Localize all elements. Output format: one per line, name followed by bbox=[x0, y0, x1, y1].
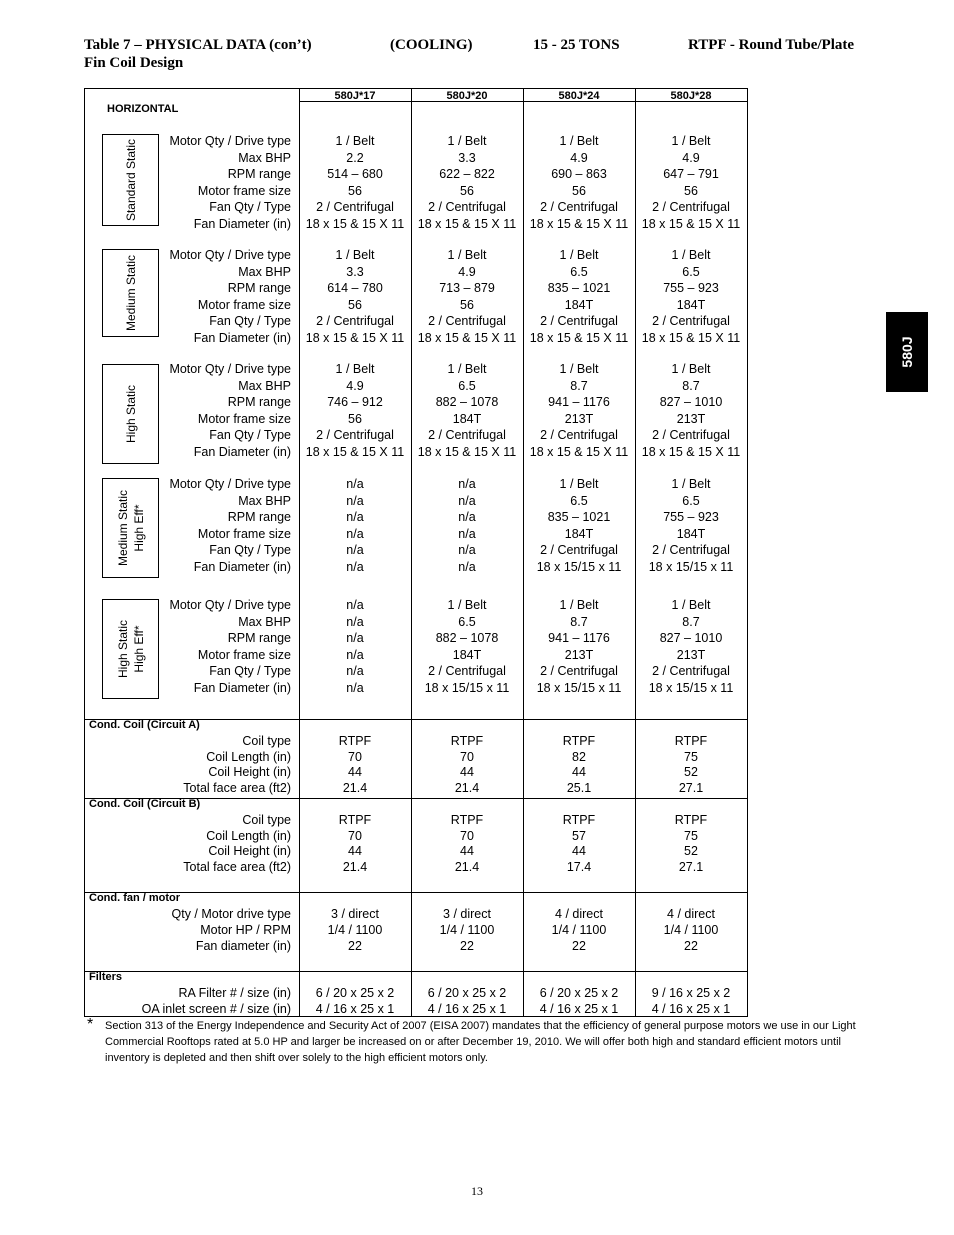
table-cell: 70 bbox=[348, 749, 362, 764]
table-cell: RTPF bbox=[562, 813, 596, 827]
table-cell: 56 bbox=[348, 411, 362, 426]
table-cell: 21.4 bbox=[342, 780, 368, 795]
table-cell: 4 / direct bbox=[555, 907, 603, 921]
row-label: Coil type bbox=[242, 734, 291, 748]
row-label: Fan Diameter (in) bbox=[193, 680, 291, 695]
table-cell: 2 / Centrifugal bbox=[652, 543, 730, 557]
table-cell: n/a bbox=[346, 647, 364, 662]
table-cell: 2 / Centrifugal bbox=[316, 428, 394, 442]
row-label: Coil Length (in) bbox=[206, 828, 291, 843]
table-cell: 746 – 912 bbox=[327, 395, 383, 409]
table-cell: 647 – 791 bbox=[663, 167, 719, 181]
table-cell: 2 / Centrifugal bbox=[428, 664, 506, 678]
table-cell: 4.9 bbox=[682, 150, 700, 165]
table-cell: 941 – 1176 bbox=[548, 631, 610, 645]
row-label: Motor Qty / Drive type bbox=[169, 362, 291, 376]
table-cell: RTPF bbox=[338, 734, 372, 748]
table-cell: 18 x 15 & 15 X 11 bbox=[529, 216, 629, 231]
table-cell: 44 bbox=[572, 765, 586, 779]
table-cell: 82 bbox=[572, 749, 586, 764]
table-cell: 2 / Centrifugal bbox=[540, 664, 618, 678]
table-cell: 882 – 1078 bbox=[435, 631, 499, 645]
table-cell: 6.5 bbox=[458, 378, 476, 393]
table-cell: 514 – 680 bbox=[327, 167, 383, 181]
table-cell: 4.9 bbox=[458, 264, 476, 279]
table-cell: 4 / 16 x 25 x 1 bbox=[315, 1001, 395, 1016]
table-cell: 2.2 bbox=[346, 150, 364, 165]
table-cell: 2 / Centrifugal bbox=[540, 428, 618, 442]
table-cell: 8.7 bbox=[570, 614, 588, 629]
row-label: Motor Qty / Drive type bbox=[169, 248, 291, 262]
row-label: Max BHP bbox=[238, 264, 291, 279]
table-cell: 2 / Centrifugal bbox=[540, 543, 618, 557]
row-label: Max BHP bbox=[238, 493, 291, 508]
row-label: Motor frame size bbox=[197, 183, 291, 198]
row-label: Qty / Motor drive type bbox=[171, 907, 291, 921]
fan-option-box bbox=[102, 599, 159, 699]
side-tab-label: 580J bbox=[899, 336, 915, 368]
section-title: Filters bbox=[89, 971, 123, 983]
table-coil-design-cont: Fin Coil Design bbox=[84, 55, 184, 71]
table-cell: 1/4 / 1100 bbox=[439, 923, 495, 937]
fan-option-label bbox=[115, 490, 147, 566]
table-cell: 44 bbox=[460, 844, 474, 858]
table-cell: 1 / Belt bbox=[671, 477, 711, 491]
fan-option-box bbox=[102, 478, 159, 578]
table-cell: n/a bbox=[346, 614, 364, 629]
table-cell: RTPF bbox=[674, 813, 708, 827]
row-label: Fan Qty / Type bbox=[209, 428, 291, 442]
table-cell: RTPF bbox=[450, 734, 484, 748]
row-label: Coil Height (in) bbox=[208, 844, 291, 858]
fan-option-box bbox=[102, 364, 159, 464]
table-cell: 6 / 20 x 25 x 2 bbox=[315, 986, 395, 1000]
table-cell: n/a bbox=[346, 664, 364, 678]
table-cell: 75 bbox=[684, 749, 698, 764]
row-label: RPM range bbox=[227, 395, 291, 409]
table-cell: 56 bbox=[460, 297, 474, 312]
column-header: 580J*28 bbox=[670, 90, 712, 102]
table-cell: 27.1 bbox=[678, 780, 704, 795]
table-cell: n/a bbox=[346, 493, 364, 508]
fan-option-label-line: High Static bbox=[123, 384, 138, 444]
table-cell: RTPF bbox=[674, 734, 708, 748]
table-cell: n/a bbox=[458, 477, 476, 491]
column-header: 580J*17 bbox=[334, 90, 376, 102]
column-header: 580J*24 bbox=[558, 90, 600, 102]
table-cell: 6 / 20 x 25 x 2 bbox=[427, 986, 507, 1000]
table-cell: 4 / 16 x 25 x 1 bbox=[427, 1001, 507, 1016]
footnote-marker: * bbox=[87, 1016, 94, 1033]
table-cell: 2 / Centrifugal bbox=[540, 314, 618, 328]
table-cell: n/a bbox=[458, 526, 476, 541]
row-label: RPM range bbox=[227, 631, 291, 645]
table-cell: 184T bbox=[564, 526, 594, 541]
table-cell: 6.5 bbox=[682, 264, 700, 279]
row-label: Coil Length (in) bbox=[206, 749, 291, 764]
table-cell: 184T bbox=[564, 297, 594, 312]
table-cell: n/a bbox=[346, 631, 364, 645]
row-label: Coil Height (in) bbox=[208, 765, 291, 779]
table-cell: 2 / Centrifugal bbox=[652, 664, 730, 678]
table-cell: 3 / direct bbox=[443, 907, 491, 921]
table-cell: 18 x 15/15 x 11 bbox=[648, 680, 734, 695]
table-cell: 22 bbox=[572, 939, 586, 953]
side-tab bbox=[886, 312, 928, 392]
table-tons: 15 - 25 TONS bbox=[533, 37, 620, 53]
table-cell: 52 bbox=[684, 844, 698, 858]
row-label: RPM range bbox=[227, 510, 291, 524]
row-label: Fan Qty / Type bbox=[209, 314, 291, 328]
table-cell: n/a bbox=[346, 543, 364, 557]
table-cell: n/a bbox=[346, 559, 364, 574]
table-cell: 835 – 1021 bbox=[547, 281, 611, 295]
table-cell: 3.3 bbox=[346, 264, 364, 279]
table-cell: 21.4 bbox=[454, 780, 480, 795]
table-cell: 1 / Belt bbox=[671, 134, 711, 148]
table-cell: 18 x 15 & 15 X 11 bbox=[529, 444, 629, 459]
table-cell: 75 bbox=[684, 828, 698, 843]
row-label: Fan Qty / Type bbox=[209, 664, 291, 678]
physical-data-table bbox=[84, 88, 748, 1017]
row-label: Motor frame size bbox=[197, 297, 291, 312]
row-label: RPM range bbox=[227, 167, 291, 181]
table-cell: 44 bbox=[348, 844, 362, 858]
table-cell: 2 / Centrifugal bbox=[652, 200, 730, 214]
table-cell: 27.1 bbox=[678, 859, 704, 874]
row-label: Motor Qty / Drive type bbox=[169, 134, 291, 148]
fan-option-label-line: High Eff* bbox=[131, 504, 146, 552]
footnote-text: Section 313 of the Energy Independence and Security Act of 2007 (EISA 2007) mandates that the efficiency of general purpose motors we use in our Light Commercial Rooftops rated at 5.0 HP and larger be increased on or after December 19, 2010. We will offer both high and standard efficient motors until inventory is depleted and then shift over solely to the high efficient motors only. bbox=[105, 1020, 856, 1064]
table-cell: 18 x 15/15 x 11 bbox=[648, 559, 734, 574]
table-cell: 18 x 15 & 15 X 11 bbox=[641, 444, 741, 459]
table-cell: 1 / Belt bbox=[559, 248, 599, 262]
table-cell: 1 / Belt bbox=[447, 362, 487, 376]
table-cell: 6.5 bbox=[570, 493, 588, 508]
table-cell: 18 x 15 & 15 X 11 bbox=[641, 330, 741, 345]
section-title: Cond. fan / motor bbox=[89, 892, 181, 904]
row-label: Total face area (ft2) bbox=[183, 859, 291, 874]
table-cell: 6.5 bbox=[458, 614, 476, 629]
table-cell: 1/4 / 1100 bbox=[551, 923, 607, 937]
row-label: Motor frame size bbox=[197, 526, 291, 541]
table-cell: n/a bbox=[458, 559, 476, 574]
table-cell: 18 x 15/15 x 11 bbox=[536, 680, 622, 695]
table-cell: 1 / Belt bbox=[335, 134, 375, 148]
table-cell: 2 / Centrifugal bbox=[652, 428, 730, 442]
table-cell: 1/4 / 1100 bbox=[663, 923, 719, 937]
table-cell: 4 / 16 x 25 x 1 bbox=[539, 1001, 619, 1016]
table-cell: 1 / Belt bbox=[671, 598, 711, 612]
column-header: 580J*20 bbox=[446, 90, 488, 102]
row-label: Fan Diameter (in) bbox=[193, 559, 291, 574]
fan-option-label-line: High Eff* bbox=[131, 625, 146, 673]
fan-option-label bbox=[115, 620, 147, 678]
table-cell: 3.3 bbox=[458, 150, 476, 165]
table-cell: 8.7 bbox=[570, 378, 588, 393]
table-cell: 184T bbox=[452, 647, 482, 662]
table-cell: 21.4 bbox=[454, 859, 480, 874]
fan-option-label bbox=[123, 385, 139, 443]
table-cell: n/a bbox=[458, 543, 476, 557]
table-cell: 713 – 879 bbox=[439, 281, 495, 295]
table-cell: 44 bbox=[460, 765, 474, 779]
table-cell: 9 / 16 x 25 x 2 bbox=[651, 986, 731, 1000]
row-label: Motor frame size bbox=[197, 647, 291, 662]
table-cell: 3 / direct bbox=[331, 907, 379, 921]
table-cell: 1 / Belt bbox=[447, 134, 487, 148]
table-cell: 4.9 bbox=[346, 378, 364, 393]
table-cell: 1 / Belt bbox=[447, 598, 487, 612]
table-cell: 1 / Belt bbox=[447, 248, 487, 262]
table-cell: 4.9 bbox=[570, 150, 588, 165]
row-label: Total face area (ft2) bbox=[183, 780, 291, 795]
table-title: Table 7 – PHYSICAL DATA (con’t) bbox=[84, 37, 312, 53]
table-cell: 213T bbox=[564, 411, 594, 426]
table-cell: 755 – 923 bbox=[663, 510, 719, 524]
table-cell: 1 / Belt bbox=[559, 362, 599, 376]
table-cell: 2 / Centrifugal bbox=[316, 314, 394, 328]
table-cell: RTPF bbox=[450, 813, 484, 827]
row-label: Fan Qty / Type bbox=[209, 543, 291, 557]
table-cell: 2 / Centrifugal bbox=[428, 428, 506, 442]
table-cell: 4 / direct bbox=[667, 907, 715, 921]
table-cell: 2 / Centrifugal bbox=[652, 314, 730, 328]
fan-option-box bbox=[102, 249, 159, 337]
table-cell: 2 / Centrifugal bbox=[316, 200, 394, 214]
table-cell: 18 x 15 & 15 X 11 bbox=[529, 330, 629, 345]
section-title: Cond. Coil (Circuit B) bbox=[89, 798, 201, 810]
table-cell: 882 – 1078 bbox=[435, 395, 499, 409]
table-cell: 1/4 / 1100 bbox=[327, 923, 383, 937]
table-cell: 1 / Belt bbox=[335, 248, 375, 262]
table-cell: 70 bbox=[460, 749, 474, 764]
table-cell: 2 / Centrifugal bbox=[428, 200, 506, 214]
row-label: Motor HP / RPM bbox=[200, 923, 291, 937]
table-cell: 1 / Belt bbox=[559, 477, 599, 491]
row-label: Fan Diameter (in) bbox=[193, 444, 291, 459]
table-cell: 213T bbox=[676, 647, 706, 662]
row-label: Fan Diameter (in) bbox=[193, 330, 291, 345]
table-cell: 1 / Belt bbox=[335, 362, 375, 376]
row-label: Max BHP bbox=[238, 614, 291, 629]
table-cell: 6 / 20 x 25 x 2 bbox=[539, 986, 619, 1000]
table-cell: n/a bbox=[346, 680, 364, 695]
section-divider bbox=[85, 892, 747, 893]
row-label: Fan Diameter (in) bbox=[193, 216, 291, 231]
table-cell: RTPF bbox=[338, 813, 372, 827]
table-cell: RTPF bbox=[562, 734, 596, 748]
table-cell: 1 / Belt bbox=[671, 362, 711, 376]
table-cell: 2 / Centrifugal bbox=[428, 314, 506, 328]
table-cell: 17.4 bbox=[566, 859, 592, 874]
table-cell: n/a bbox=[346, 598, 364, 612]
row-label: OA inlet screen # / size (in) bbox=[141, 1001, 291, 1016]
table-cell: 1 / Belt bbox=[559, 598, 599, 612]
table-cell: n/a bbox=[346, 477, 364, 491]
section-divider bbox=[85, 971, 747, 972]
row-label: Fan Qty / Type bbox=[209, 200, 291, 214]
table-cell: 22 bbox=[684, 939, 698, 953]
horizontal-heading: HORIZONTAL bbox=[107, 103, 179, 115]
table-cell: 2 / Centrifugal bbox=[540, 200, 618, 214]
table-cell: 56 bbox=[348, 183, 362, 198]
table-cell: 1 / Belt bbox=[671, 248, 711, 262]
row-label: Max BHP bbox=[238, 150, 291, 165]
table-cell: 835 – 1021 bbox=[547, 510, 611, 524]
table-cell: n/a bbox=[346, 526, 364, 541]
row-label: RPM range bbox=[227, 281, 291, 295]
table-cell: 22 bbox=[460, 939, 474, 953]
row-label: Motor frame size bbox=[197, 411, 291, 426]
table-cell: 213T bbox=[676, 411, 706, 426]
table-cell: 827 – 1010 bbox=[659, 395, 723, 409]
table-cell: n/a bbox=[458, 510, 476, 524]
fan-option-label bbox=[123, 255, 139, 331]
table-cell: 25.1 bbox=[566, 780, 592, 795]
table-cell: 6.5 bbox=[682, 493, 700, 508]
table-cell: 22 bbox=[348, 939, 362, 953]
table-cell: 18 x 15 & 15 X 11 bbox=[641, 216, 741, 231]
table-cell: 70 bbox=[460, 828, 474, 843]
fan-option-label-line: High Static bbox=[115, 619, 130, 679]
table-cell: 184T bbox=[452, 411, 482, 426]
fan-option-label-line: Medium Static bbox=[123, 254, 138, 332]
table-mode: (COOLING) bbox=[390, 37, 473, 53]
table-cell: 1 / Belt bbox=[559, 134, 599, 148]
row-label: Motor Qty / Drive type bbox=[169, 477, 291, 491]
row-label: Motor Qty / Drive type bbox=[169, 598, 291, 612]
row-label: Coil type bbox=[242, 813, 291, 827]
fan-option-label-line: Medium Static bbox=[115, 489, 130, 567]
table-cell: 213T bbox=[564, 647, 594, 662]
fan-option-box bbox=[102, 134, 159, 226]
table-cell: 21.4 bbox=[342, 859, 368, 874]
table-cell: 18 x 15 & 15 X 11 bbox=[417, 444, 517, 459]
table-cell: 18 x 15 & 15 X 11 bbox=[305, 444, 405, 459]
table-cell: 56 bbox=[684, 183, 698, 198]
table-cell: 690 – 863 bbox=[551, 167, 607, 181]
page-number: 13 bbox=[471, 1184, 483, 1198]
table-cell: 18 x 15/15 x 11 bbox=[536, 559, 622, 574]
table-cell: 56 bbox=[460, 183, 474, 198]
table-cell: 755 – 923 bbox=[663, 281, 719, 295]
table-cell: 622 – 822 bbox=[439, 167, 495, 181]
fan-option-label bbox=[123, 139, 139, 221]
table-cell: 184T bbox=[676, 526, 706, 541]
table-cell: 70 bbox=[348, 828, 362, 843]
table-cell: 614 – 780 bbox=[327, 281, 383, 295]
table-cell: 56 bbox=[572, 183, 586, 198]
table-cell: 8.7 bbox=[682, 614, 700, 629]
table-cell: 4 / 16 x 25 x 1 bbox=[651, 1001, 731, 1016]
table-cell: 8.7 bbox=[682, 378, 700, 393]
table-cell: 18 x 15 & 15 X 11 bbox=[417, 330, 517, 345]
row-label: Fan diameter (in) bbox=[195, 939, 291, 953]
section-title: Cond. Coil (Circuit A) bbox=[89, 719, 200, 731]
row-label: RA Filter # / size (in) bbox=[178, 986, 291, 1000]
table-cell: 44 bbox=[572, 844, 586, 858]
table-cell: 52 bbox=[684, 765, 698, 779]
table-cell: 6.5 bbox=[570, 264, 588, 279]
table-cell: 184T bbox=[676, 297, 706, 312]
table-coil-design: RTPF - Round Tube/Plate bbox=[688, 37, 855, 53]
table-cell: n/a bbox=[346, 510, 364, 524]
row-label: Max BHP bbox=[238, 378, 291, 393]
table-cell: 827 – 1010 bbox=[659, 631, 723, 645]
fan-option-label-line: Standard Static bbox=[123, 138, 138, 222]
table-cell: 18 x 15 & 15 X 11 bbox=[305, 216, 405, 231]
table-cell: 941 – 1176 bbox=[548, 395, 610, 409]
table-cell: 57 bbox=[572, 828, 586, 843]
table-cell: 56 bbox=[348, 297, 362, 312]
table-cell: 44 bbox=[348, 765, 362, 779]
table-cell: n/a bbox=[458, 493, 476, 508]
table-cell: 18 x 15/15 x 11 bbox=[424, 680, 510, 695]
table-cell: 18 x 15 & 15 X 11 bbox=[417, 216, 517, 231]
table-cell: 18 x 15 & 15 X 11 bbox=[305, 330, 405, 345]
